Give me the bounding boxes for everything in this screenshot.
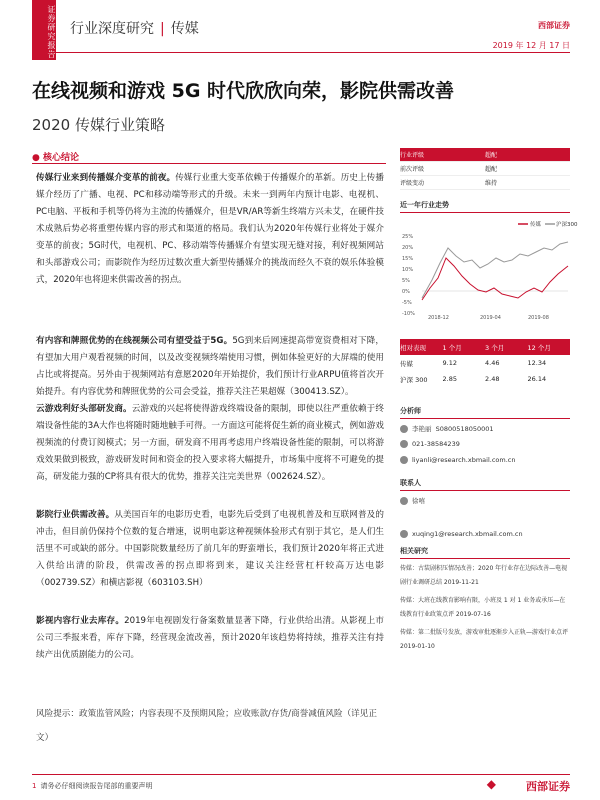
paragraph-5-lead: 影视内容行业去库存。 — [36, 616, 125, 626]
paragraph-1 — [36, 170, 384, 289]
company-logo: 西部证券 — [526, 780, 570, 793]
report-title: 在线视频和游戏 5G 时代欣欣向荣，影院供需改善 — [32, 80, 455, 102]
brand-label: 西部证券 — [538, 21, 570, 30]
y-tick: 10% — [402, 267, 414, 273]
hs300-line — [422, 242, 568, 298]
header-separator: | — [160, 21, 165, 37]
performance-row — [400, 371, 570, 387]
phone-icon — [400, 440, 408, 448]
footer-divider — [32, 774, 570, 775]
contact-heading: 联系人 — [400, 478, 570, 491]
analyst-name-row — [400, 424, 570, 438]
rating-table — [400, 148, 570, 190]
paragraph-5 — [36, 613, 384, 664]
paragraph-5-text: 2019年电视剧发行备案数量显著下降，行业供给出清。从影视上市公司三季报来看，库存下降，经营现金流改善，预计2020年该趋势将持续，推荐关注有持续产出优质剧能力的公司。 — [36, 616, 384, 660]
rating-row — [400, 148, 570, 162]
contact-email: xuqing1@research.xbmail.com.cn — [412, 530, 523, 538]
related-list — [400, 562, 570, 654]
perf-cell: 2.48 — [485, 375, 500, 383]
paragraph-2 — [36, 333, 384, 401]
risk-warning: 风险提示：政策监管风险；内容表现不及预期风险；应收账款/存货/商誉减值风险（详见正文） — [36, 709, 377, 743]
paragraph-1-lead: 传媒行业来到传播媒介变革的前夜。 — [36, 173, 176, 183]
y-tick: 20% — [402, 245, 414, 251]
perf-col-header: 相对表现 — [400, 343, 426, 352]
related-item[interactable]: 传媒：第二批版号发放，游戏审批逐渐步入正轨—游戏行业点评 2019-01-10 — [400, 629, 569, 650]
y-tick: -10% — [402, 311, 415, 317]
analyst-name: 李艳丽 — [412, 425, 432, 433]
report-subtitle: 2020 传媒行业策略 — [32, 116, 165, 134]
perf-col-header: 1 个月 — [442, 343, 462, 352]
y-tick: 25% — [402, 234, 414, 240]
rating-value: 超配 — [485, 152, 498, 159]
footer-text: 请务必仔细阅读报告尾部的重要声明 — [40, 782, 153, 790]
y-axis-labels — [402, 234, 415, 317]
x-tick: 2019-08 — [528, 315, 549, 321]
sector-label: 传媒 — [170, 21, 199, 37]
y-tick: 5% — [402, 278, 410, 284]
section-label: 行业深度研究 — [70, 21, 154, 37]
rating-value: 超配 — [485, 166, 498, 173]
perf-cell: 2.85 — [442, 375, 457, 383]
rating-label: 评级变动 — [400, 180, 425, 187]
x-tick: 2018-12 — [428, 315, 449, 321]
analyst-info — [400, 424, 570, 470]
email-icon — [400, 456, 408, 464]
y-tick: -5% — [402, 300, 412, 306]
rating-row — [400, 176, 570, 190]
contact-name: 徐嘻 — [412, 497, 425, 505]
x-axis-labels — [428, 315, 549, 321]
paragraph-2-text: 5G到来后网速提高带宽资费相对下降，有望加大用户观看视频的时间，以及改变视频终端使用习惯，例如体验更好的大屏端的使用占比或将提高。另外由于视频网站有意愿2020年开始提价，我们预计行业ARPU值将首次开始提升。有内容优势和牌照优势的公司会受益，推荐关注芒果超媒（300413.SZ）。 — [36, 336, 384, 397]
related-item[interactable]: 传媒：古装剧积压情况改善；2020 年行业存在边际改善—电视剧行业调研总结 2019-11-21 — [400, 565, 568, 586]
header-divider — [32, 52, 570, 53]
y-tick: 15% — [402, 256, 414, 262]
analyst-phone-row — [400, 440, 570, 454]
core-divider — [32, 163, 386, 164]
trend-chart — [400, 218, 578, 321]
performance-header — [400, 339, 570, 355]
core-heading: ● 核心结论 — [32, 153, 80, 163]
paragraph-3 — [36, 401, 384, 486]
header-bar — [70, 18, 199, 38]
paragraph-4-text: 从美国百年的电影历史看，电影先后受到了电视机普及和互联网普及的冲击，但目前仍保持个位数的复合增速，说明电影这种视频体验形式有别于其它，是人们生活里不可或缺的部分。中国影院数量经历了前几年的野蛮增长，我们预计2020年将正式进入供给出清的阶段，供需改善的拐点即将到来，建议关注经营杠杆较高万达电影（002739.SZ）和横店影视（603103.SH） — [36, 510, 384, 588]
legend-hs300: 沪深300 — [556, 222, 578, 228]
analyst-email-row — [400, 456, 570, 470]
related-heading: 相关研究 — [400, 546, 570, 559]
media-line — [422, 258, 568, 300]
x-tick: 2019-04 — [480, 315, 501, 321]
related-item[interactable]: 传媒：大班在线教育影响有限，小班及 1 对 1 业务或承压—在线教育行业政策点评 2019-07-16 — [400, 597, 566, 618]
core-heading-text: 核心结论 — [43, 153, 80, 163]
paragraph-3-text: 云游戏的兴起将使得游戏终端设备的限制，即使以往严重依赖于终端设备性能的3A大作也将随时随地触手可得。一方面这可能将促生新的商业模式，例如游戏视频流的付费订阅模式；另一方面，研发商不用再考虑用户终端设备性能的限制，可以将游戏效果做到极致，游戏研发时间和资金的投入要求将大幅提升，市场集中度将不可避免的提高，研发能力强的CP将具有很大的优势，推荐关注完美世界（002624.SZ）。 — [36, 404, 384, 482]
y-tick: 0% — [402, 289, 410, 295]
analyst-email: liyanli@research.xbmail.com.cn — [412, 456, 516, 464]
perf-cell: 4.46 — [485, 359, 500, 367]
paragraph-4 — [36, 507, 384, 592]
perf-col-header: 12 个月 — [527, 343, 551, 352]
rating-label: 行业评级 — [400, 152, 425, 159]
performance-row — [400, 355, 570, 371]
paragraph-2-lead: 有内容和牌照优势的在线视频公司有望受益于5G。 — [36, 336, 233, 346]
rating-row — [400, 162, 570, 176]
performance-table — [400, 339, 570, 387]
person-icon — [400, 497, 408, 505]
perf-cell: 传媒 — [400, 359, 413, 368]
footer-note — [32, 781, 152, 791]
rating-value: 维持 — [485, 180, 498, 187]
contact-info — [400, 496, 570, 544]
trend-heading: 近一年行业走势 — [400, 200, 570, 213]
person-icon — [400, 425, 408, 433]
perf-cell: 12.34 — [527, 359, 547, 367]
email-icon — [400, 530, 408, 538]
analyst-heading: 分析师 — [400, 406, 570, 419]
analyst-phone: 021-38584239 — [412, 440, 460, 448]
contact-email-row — [400, 530, 570, 544]
report-type-tab: 证券研究报告 — [32, 0, 56, 60]
legend-media: 传媒 — [530, 222, 542, 228]
paragraph-1-text: 传媒行业重大变革依赖于传播媒介的革新。历史上传播媒介经历了广播、电视、PC和移动端等形式的升级。未来一到两年内预计电影、电视机、PC电脑、平板和手机等仍将为主流的传播媒介，但是VR/AR等新生终端方兴未艾，在硬件技术成熟后势必将重塑传媒内容的形式和渠道的格局。我们认为2020年传媒行业将处于媒介变革的前夜；5G时代，电视机、PC、移动端等传播媒介有望实现无缝对接，利好视频网站和头部游戏公司；而影院作为经历过数次重大新型传播媒介的挑战而经久不衰的娱乐体验模式，2020年也将迎来供需改善的拐点。 — [36, 173, 384, 285]
paragraph-3-lead: 云游戏利好头部研发商。 — [36, 404, 132, 414]
perf-col-header: 3 个月 — [485, 343, 505, 352]
analyst-cert: S0800518050001 — [435, 425, 494, 433]
report-date: 2019 年 12 月 17 日 — [492, 41, 570, 50]
page-number: 1 — [32, 782, 37, 790]
perf-cell: 沪深 300 — [400, 375, 428, 384]
company-logo-icon: ◆ — [486, 777, 496, 791]
rating-label: 前次评级 — [400, 166, 425, 173]
perf-cell: 9.12 — [442, 359, 457, 367]
perf-cell: 26.14 — [527, 375, 547, 383]
contact-name-row — [400, 496, 570, 510]
paragraph-4-lead: 影院行业供需改善。 — [36, 510, 115, 520]
